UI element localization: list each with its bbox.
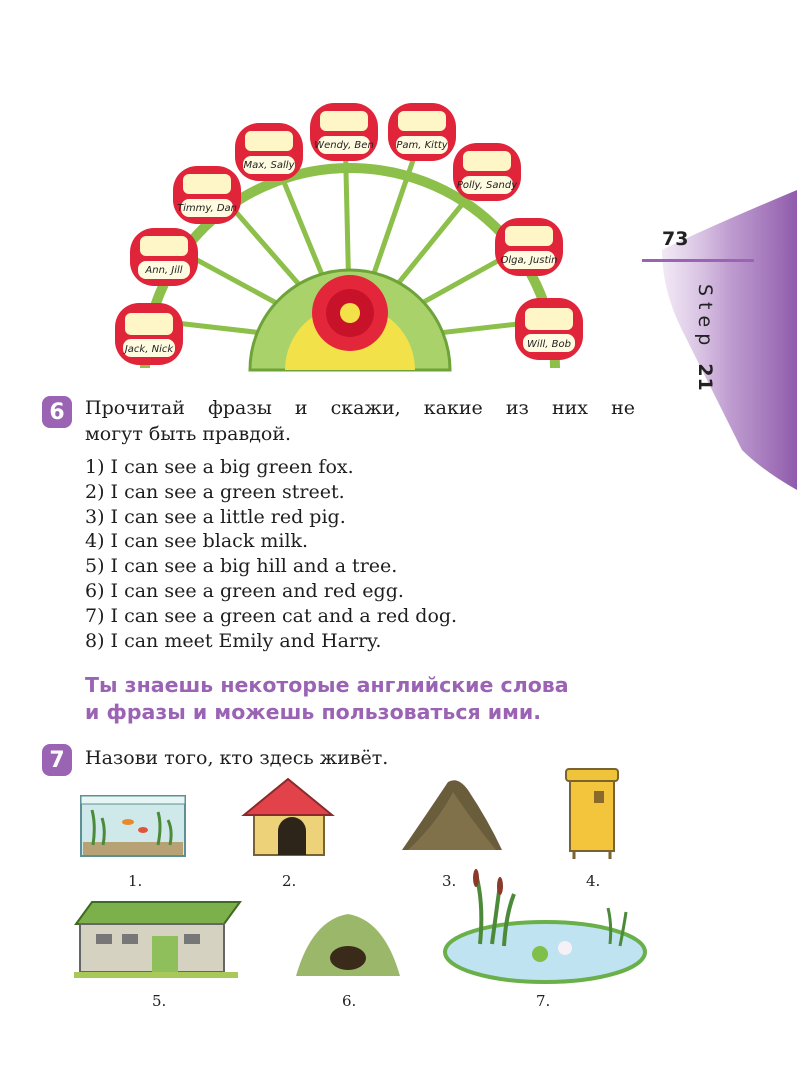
- cabin-label: Will, Bob: [527, 339, 571, 350]
- exercise-7-badge: 7: [42, 744, 72, 776]
- cabin-label: Olga, Justin: [500, 255, 558, 266]
- summary-line-2: и фразы и можешь пользоваться ими.: [85, 700, 542, 724]
- exercise-6-badge: 6: [42, 396, 72, 428]
- list-item: 8) I can meet Emily and Harry.: [85, 629, 382, 652]
- cabin-label: Timmy, Dan: [176, 203, 238, 214]
- list-item: 6) I can see a green and red egg.: [85, 579, 404, 602]
- list-item: 2) I can see a green street.: [85, 480, 345, 503]
- cabin-label: Polly, Sandy: [456, 180, 518, 191]
- list-item: 7) I can see a green cat and a red dog.: [85, 604, 458, 627]
- exercise-6-instruction: [85, 395, 635, 447]
- page-number: 73: [662, 228, 689, 250]
- instruction-line-1: Прочитай фразы и скажи, какие из них не: [85, 397, 635, 419]
- aquarium-image: [78, 790, 188, 862]
- ferris-wheel-illustration: [105, 88, 595, 378]
- caption-4: 4.: [586, 872, 601, 890]
- instruction-line-2: могут быть правдой.: [85, 423, 292, 445]
- barn-image: [72, 896, 244, 980]
- summary-line-1: Ты знаешь некоторые английские слова: [85, 673, 569, 697]
- caption-1: 1.: [128, 872, 143, 890]
- step-number: 21: [694, 363, 716, 392]
- anthill-image: [398, 772, 506, 854]
- pond-image: [440, 864, 650, 986]
- list-item: 4) I can see black milk.: [85, 530, 309, 553]
- exercise-7-instruction: Назови того, кто здесь живёт.: [85, 747, 389, 769]
- list-item: 3) I can see a little red pig.: [85, 505, 346, 528]
- summary-note: [85, 672, 625, 726]
- caption-2: 2.: [282, 872, 297, 890]
- caption-6: 6.: [342, 992, 357, 1010]
- step-word: Step: [694, 284, 716, 352]
- list-item: 5) I can see a big hill and a tree.: [85, 555, 398, 578]
- sentence-list: [85, 455, 457, 653]
- doghouse-image: [240, 773, 336, 859]
- caption-3: 3.: [442, 872, 457, 890]
- beehive-image: [562, 767, 622, 861]
- caption-5: 5.: [152, 992, 167, 1010]
- cabin-label: Pam, Kitty: [396, 140, 448, 151]
- burrow-image: [292, 900, 404, 980]
- list-item: 1) I can see a big green fox.: [85, 456, 354, 478]
- cabin-label: Jack, Nick: [124, 344, 174, 355]
- cabin-label: Ann, Jill: [145, 265, 183, 276]
- step-label: [694, 284, 716, 394]
- caption-7: 7.: [536, 992, 551, 1010]
- cabin-label: Max, Sally: [243, 160, 295, 171]
- cabin-label: Wendy, Ben: [314, 140, 374, 151]
- tab-divider: [642, 259, 754, 262]
